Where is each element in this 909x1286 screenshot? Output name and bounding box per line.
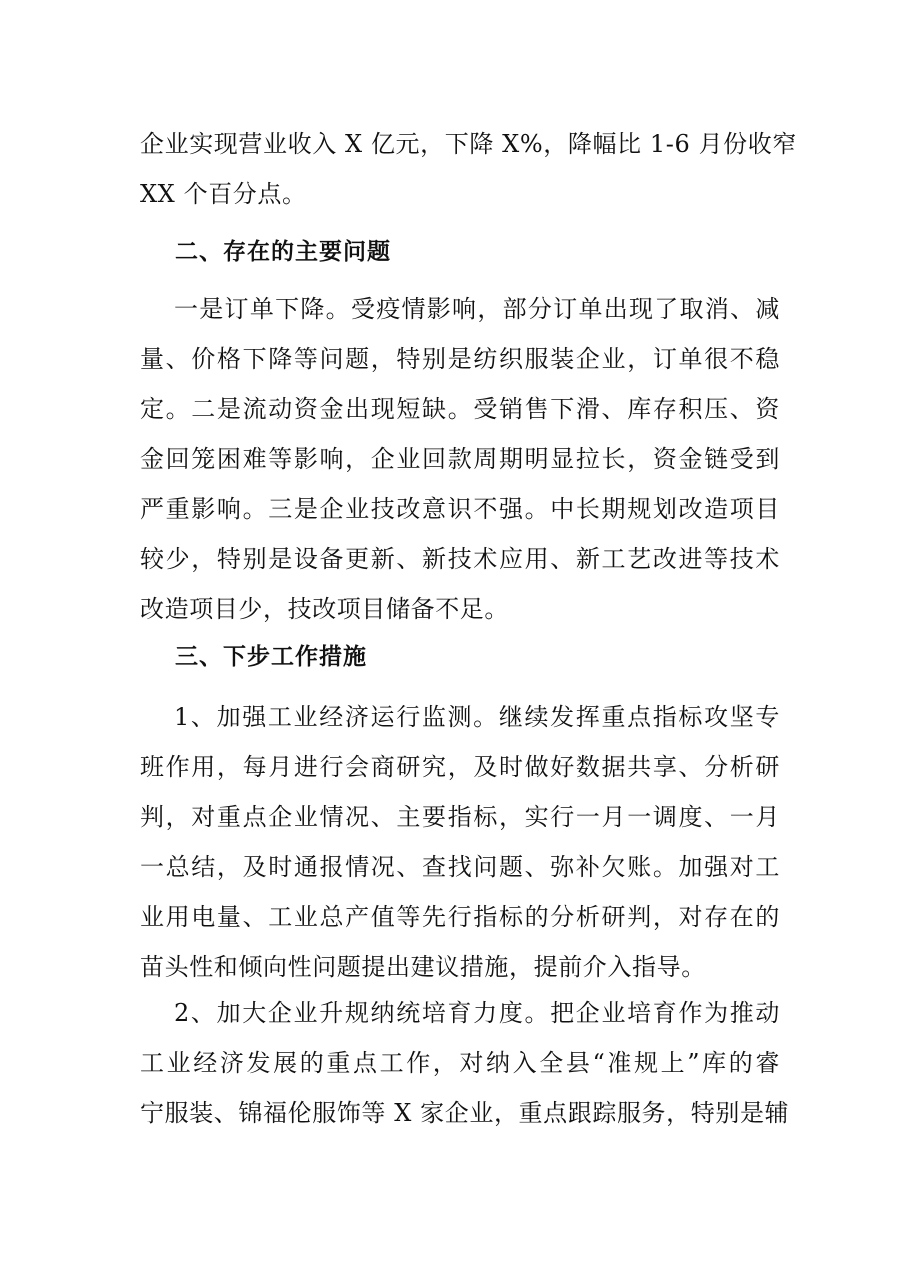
text-line: 改造项目少，技改项目储备不足。 bbox=[140, 595, 509, 623]
paragraph-measure-1 bbox=[140, 692, 780, 992]
text-line: 严重影响。三是企业技改意识不强。中长期规划改造项目 bbox=[140, 495, 780, 523]
text-line: 企业实现营业收入 X 亿元，下降 X%，降幅比 1-6 月份收窄 bbox=[140, 130, 797, 158]
paragraph-intro bbox=[140, 119, 797, 219]
text-line: 定。二是流动资金出现短缺。受销售下滑、库存积压、资 bbox=[140, 395, 780, 423]
text-line: 量、价格下降等问题，特别是纺织服装企业，订单很不稳 bbox=[140, 345, 780, 373]
text-line: 判，对重点企业情况、主要指标，实行一月一调度、一月 bbox=[140, 803, 780, 831]
paragraph-problems bbox=[140, 284, 780, 634]
text-line: 一是订单下降。受疫情影响，部分订单出现了取消、减 bbox=[174, 295, 780, 323]
section-heading-problems: 二、存在的主要问题 bbox=[175, 239, 391, 265]
text-line: 金回笼困难等影响，企业回款周期明显拉长，资金链受到 bbox=[140, 445, 780, 473]
text-line: 苗头性和倾向性问题提出建议措施，提前介入指导。 bbox=[140, 953, 706, 981]
text-line: 较少，特别是设备更新、新技术应用、新工艺改进等技术 bbox=[140, 545, 780, 573]
text-line: 业用电量、工业总产值等先行指标的分析研判，对存在的 bbox=[140, 903, 780, 931]
text-line: 1、加强工业经济运行监测。继续发挥重点指标攻坚专 bbox=[174, 703, 780, 731]
text-line: 2、加大企业升规纳统培育力度。把企业培育作为推动 bbox=[174, 999, 780, 1027]
text-line: 一总结，及时通报情况、查找问题、弥补欠账。加强对工 bbox=[140, 853, 780, 881]
text-line: 班作用，每月进行会商研究，及时做好数据共享、分析研 bbox=[140, 753, 780, 781]
text-line: XX 个百分点。 bbox=[140, 180, 307, 208]
text-line: 工业经济发展的重点工作，对纳入全县“准规上”库的睿 bbox=[140, 1049, 780, 1077]
text-line: 宁服装、锦福伦服饰等 X 家企业，重点跟踪服务，特别是辅 bbox=[140, 1099, 790, 1127]
paragraph-measure-2 bbox=[140, 988, 790, 1138]
section-heading-measures: 三、下步工作措施 bbox=[175, 644, 367, 670]
